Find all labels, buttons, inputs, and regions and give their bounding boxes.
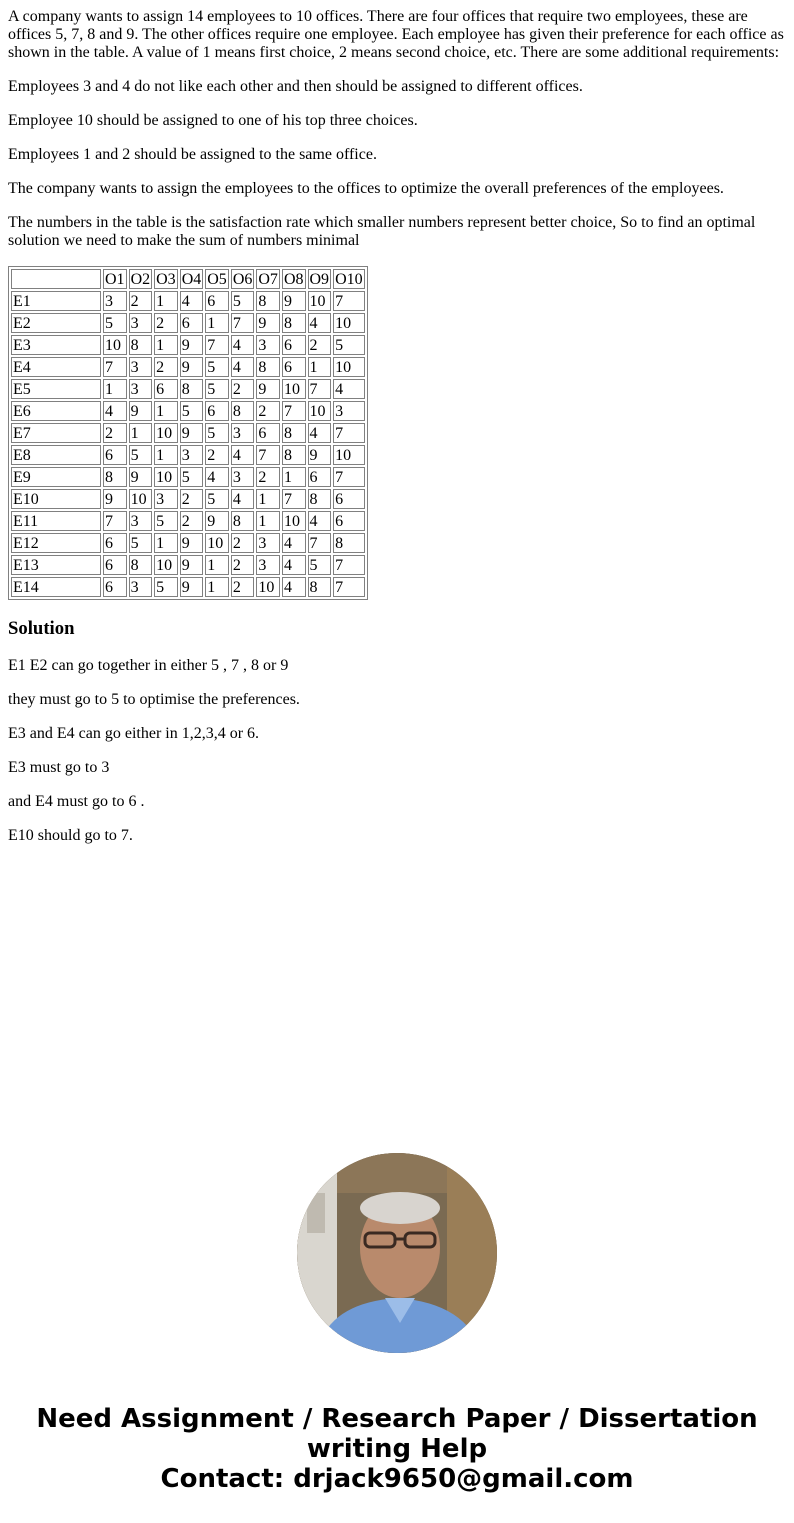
table-cell: 6: [282, 357, 306, 377]
table-row: [11, 335, 365, 355]
table-cell: 2: [103, 423, 127, 443]
table-cell: 2: [231, 555, 255, 575]
row-label: E10: [11, 489, 101, 509]
column-header: O9: [309, 271, 330, 288]
column-header: O2: [130, 271, 151, 288]
table-cell: 2: [231, 533, 255, 553]
requirement-1: Employees 3 and 4 do not like each other and then should be assigned to different offices.: [8, 78, 583, 95]
row-label: E14: [11, 577, 101, 597]
table-cell: 5: [205, 423, 229, 443]
table-cell: 10: [205, 533, 229, 553]
requirement-3: Employees 1 and 2 should be assigned to the same office.: [8, 146, 377, 163]
table-cell: 9: [180, 533, 204, 553]
table-cell: 8: [129, 555, 153, 575]
row-label: E12: [11, 533, 101, 553]
table-cell: 8: [282, 313, 306, 333]
table-row: [11, 357, 365, 377]
column-header: O8: [283, 271, 304, 288]
table-cell: 2: [205, 445, 229, 465]
table-cell: 2: [180, 489, 204, 509]
problem-intro: A company wants to assign 14 employees to 10 offices. There are four offices that require two employees, these are offices 5, 7, 8 and 9. The other offices require one employee. Each employee has given their preference for each office as shown in the table. A value of 1 means first choice, 2 means second choice, etc. There are some additional requirements:: [8, 8, 784, 61]
table-cell: 5: [103, 313, 127, 333]
table-cell: 9: [129, 467, 153, 487]
table-cell: 1: [154, 291, 178, 311]
table-cell: 5: [205, 489, 229, 509]
solution-line: E1 E2 can go together in either 5 , 7 , 8 or 9: [8, 657, 289, 674]
table-cell: 6: [103, 445, 127, 465]
requirement-2: Employee 10 should be assigned to one of his top three choices.: [8, 112, 418, 129]
table-cell: 4: [282, 533, 306, 553]
table-cell: 2: [154, 313, 178, 333]
row-label: E4: [11, 357, 101, 377]
table-cell: 10: [333, 357, 365, 377]
table-cell: 4: [103, 401, 127, 421]
table-cell: 2: [308, 335, 332, 355]
table-header-row: [11, 269, 365, 289]
table-row: [11, 401, 365, 421]
table-cell: 5: [205, 379, 229, 399]
row-label: E1: [11, 291, 101, 311]
table-cell: 9: [205, 511, 229, 531]
table-corner-cell: [11, 269, 101, 289]
solution-line: E3 and E4 can go either in 1,2,3,4 or 6.: [8, 725, 260, 742]
table-cell: 7: [308, 379, 332, 399]
table-cell: 9: [256, 313, 280, 333]
table-cell: 8: [231, 511, 255, 531]
table-cell: 1: [205, 555, 229, 575]
table-cell: 1: [154, 533, 178, 553]
table-cell: 1: [154, 445, 178, 465]
table-cell: 1: [205, 313, 229, 333]
table-cell: 8: [308, 577, 332, 597]
table-cell: 8: [308, 489, 332, 509]
table-cell: 7: [103, 357, 127, 377]
table-cell: 7: [333, 577, 365, 597]
table-cell: 4: [205, 467, 229, 487]
table-cell: 6: [205, 291, 229, 311]
table-cell: 3: [333, 401, 365, 421]
solution-line: E3 must go to 3: [8, 759, 110, 776]
table-row: [11, 489, 365, 509]
table-cell: 1: [256, 511, 280, 531]
table-cell: 6: [333, 489, 365, 509]
table-cell: 6: [154, 379, 178, 399]
table-cell: 2: [256, 467, 280, 487]
table-cell: 3: [129, 313, 153, 333]
table-cell: 2: [231, 577, 255, 597]
table-cell: 9: [180, 555, 204, 575]
preference-table: [8, 266, 368, 600]
table-cell: 3: [256, 335, 280, 355]
table-cell: 10: [129, 489, 153, 509]
table-cell: 10: [308, 401, 332, 421]
table-cell: 5: [205, 357, 229, 377]
table-row: [11, 555, 365, 575]
solution-line: they must go to 5 to optimise the preferences.: [8, 691, 300, 708]
table-cell: 6: [282, 335, 306, 355]
table-cell: 5: [308, 555, 332, 575]
table-row: [11, 577, 365, 597]
table-cell: 4: [231, 357, 255, 377]
table-cell: 7: [333, 555, 365, 575]
row-label: E5: [11, 379, 101, 399]
table-cell: 10: [256, 577, 280, 597]
table-cell: 9: [180, 357, 204, 377]
table-cell: 1: [256, 489, 280, 509]
table-cell: 6: [103, 555, 127, 575]
table-cell: 6: [180, 313, 204, 333]
table-cell: 10: [154, 467, 178, 487]
table-cell: 3: [129, 379, 153, 399]
table-cell: 4: [282, 555, 306, 575]
table-cell: 8: [256, 357, 280, 377]
table-cell: 4: [231, 335, 255, 355]
footer-line: writing Help: [306, 1434, 488, 1464]
table-cell: 3: [180, 445, 204, 465]
table-cell: 9: [129, 401, 153, 421]
table-cell: 4: [282, 577, 306, 597]
table-cell: 9: [180, 335, 204, 355]
table-cell: 4: [231, 445, 255, 465]
table-cell: 7: [205, 335, 229, 355]
problem-note: The numbers in the table is the satisfaction rate which smaller numbers represent better choice, So to find an optimal solution we need to make the sum of numbers minimal: [8, 214, 756, 249]
table-cell: 7: [282, 489, 306, 509]
table-row: [11, 533, 365, 553]
column-header: O1: [105, 271, 125, 288]
table-cell: 9: [308, 445, 332, 465]
column-header: O4: [181, 271, 202, 288]
table-cell: 10: [333, 445, 365, 465]
table-row: [11, 467, 365, 487]
table-cell: 8: [256, 291, 280, 311]
table-cell: 6: [256, 423, 280, 443]
table-cell: 4: [308, 313, 332, 333]
author-avatar: [297, 1153, 497, 1353]
table-cell: 8: [282, 445, 306, 465]
table-cell: 5: [180, 467, 204, 487]
table-cell: 10: [282, 379, 306, 399]
problem-goal: The company wants to assign the employees to the offices to optimize the overall preferences of the employees.: [8, 180, 724, 197]
table-cell: 2: [256, 401, 280, 421]
table-cell: 10: [333, 313, 365, 333]
column-header: O3: [156, 271, 176, 288]
table-cell: 9: [103, 489, 127, 509]
column-header: O10: [335, 271, 363, 288]
row-label: E8: [11, 445, 101, 465]
table-cell: 6: [103, 577, 127, 597]
row-label: E7: [11, 423, 101, 443]
table-cell: 8: [103, 467, 127, 487]
table-cell: 8: [333, 533, 365, 553]
table-cell: 5: [231, 291, 255, 311]
solution-heading: Solution: [8, 618, 75, 639]
table-cell: 9: [282, 291, 306, 311]
table-cell: 5: [333, 335, 365, 355]
table-cell: 1: [308, 357, 332, 377]
table-cell: 1: [103, 379, 127, 399]
person-portrait-icon: [297, 1153, 497, 1353]
table-row: [11, 313, 365, 333]
table-cell: 2: [231, 379, 255, 399]
table-cell: 2: [180, 511, 204, 531]
table-row: [11, 423, 365, 443]
table-cell: 3: [129, 577, 153, 597]
table-cell: 10: [103, 335, 127, 355]
table-cell: 8: [180, 379, 204, 399]
table-cell: 7: [103, 511, 127, 531]
table-cell: 7: [282, 401, 306, 421]
column-header: O5: [207, 271, 227, 288]
table-cell: 8: [282, 423, 306, 443]
table-cell: 4: [308, 511, 332, 531]
table-cell: 10: [154, 555, 178, 575]
table-cell: 3: [103, 291, 127, 311]
table-cell: 7: [333, 467, 365, 487]
table-cell: 3: [256, 555, 280, 575]
table-cell: 4: [333, 379, 365, 399]
row-label: E9: [11, 467, 101, 487]
table-cell: 9: [180, 423, 204, 443]
table-cell: 3: [129, 357, 153, 377]
table-cell: 9: [180, 577, 204, 597]
table-cell: 7: [256, 445, 280, 465]
table-cell: 7: [231, 313, 255, 333]
table-cell: 3: [256, 533, 280, 553]
row-label: E13: [11, 555, 101, 575]
table-row: [11, 445, 365, 465]
table-cell: 1: [154, 401, 178, 421]
table-cell: 10: [308, 291, 332, 311]
column-header: O6: [232, 271, 253, 288]
row-label: E6: [11, 401, 101, 421]
table-cell: 3: [231, 467, 255, 487]
table-cell: 1: [129, 423, 153, 443]
table-cell: 1: [282, 467, 306, 487]
table-cell: 7: [333, 423, 365, 443]
table-cell: 9: [256, 379, 280, 399]
solution-line: E10 should go to 7.: [8, 827, 133, 844]
column-header: O7: [258, 271, 278, 288]
table-cell: 8: [231, 401, 255, 421]
table-cell: 6: [205, 401, 229, 421]
table-cell: 6: [308, 467, 332, 487]
table-cell: 5: [154, 577, 178, 597]
footer-contact: Contact: drjack9650@gmail.com: [160, 1464, 634, 1494]
table-cell: 10: [154, 423, 178, 443]
table-cell: 5: [154, 511, 178, 531]
table-cell: 5: [129, 445, 153, 465]
table-cell: 4: [231, 489, 255, 509]
solution-line: and E4 must go to 6 .: [8, 793, 145, 810]
table-cell: 8: [129, 335, 153, 355]
table-cell: 7: [308, 533, 332, 553]
row-label: E11: [11, 511, 101, 531]
table-cell: 10: [282, 511, 306, 531]
table-cell: 3: [154, 489, 178, 509]
table-cell: 4: [180, 291, 204, 311]
table-cell: 6: [333, 511, 365, 531]
table-cell: 6: [103, 533, 127, 553]
table-cell: 4: [308, 423, 332, 443]
table-cell: 3: [231, 423, 255, 443]
footer-banner: [0, 1404, 794, 1494]
table-cell: 2: [129, 291, 153, 311]
row-label: E3: [11, 335, 101, 355]
table-cell: 5: [129, 533, 153, 553]
document-body: [8, 8, 786, 861]
table-cell: 7: [333, 291, 365, 311]
table-row: [11, 379, 365, 399]
table-cell: 3: [129, 511, 153, 531]
row-label: E2: [11, 313, 101, 333]
table-cell: 5: [180, 401, 204, 421]
table-cell: 1: [154, 335, 178, 355]
table-cell: 2: [154, 357, 178, 377]
table-cell: 1: [205, 577, 229, 597]
table-row: [11, 291, 365, 311]
table-row: [11, 511, 365, 531]
footer-line: Need Assignment / Research Paper / Dissertation: [36, 1404, 758, 1434]
